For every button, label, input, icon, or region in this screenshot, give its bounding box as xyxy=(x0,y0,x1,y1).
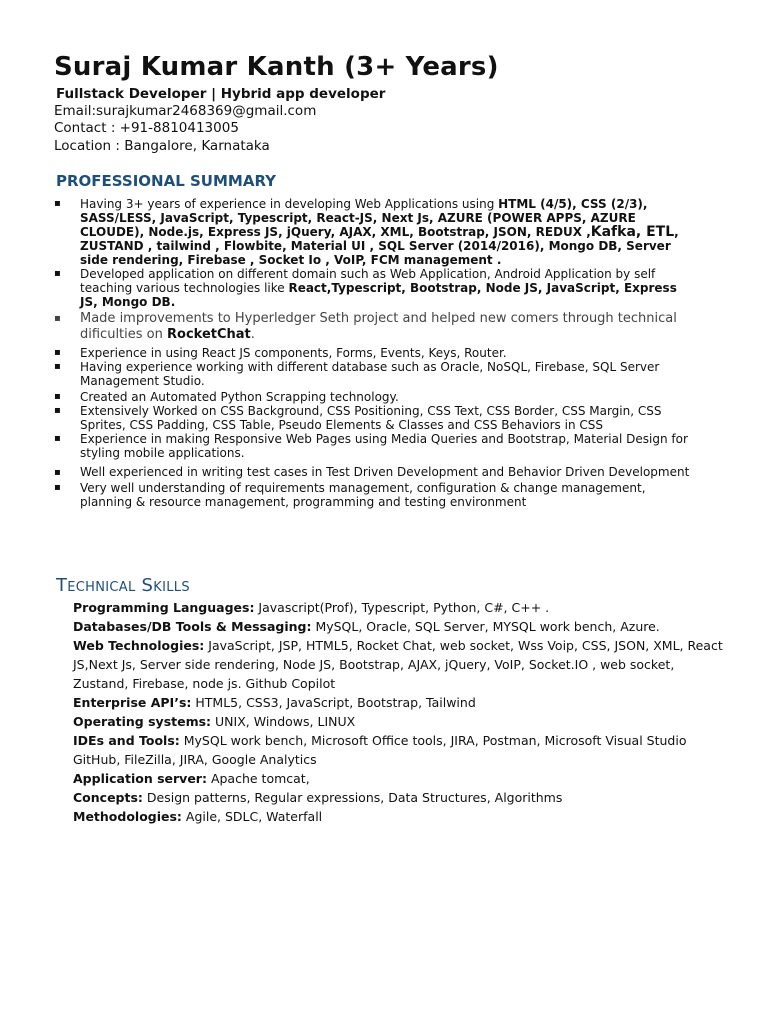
skills-value: UNIX, Windows, LINUX xyxy=(211,714,356,729)
summary-item-bold: RocketChat xyxy=(167,327,251,342)
summary-item: ▪ Very well understanding of requirements management, configuration & change management, planning & resource management, programming and testing environment xyxy=(54,481,694,509)
summary-item-bold-large: Kafka, ETL xyxy=(590,224,675,240)
skills-list xyxy=(73,598,723,826)
skills-label: Application server: xyxy=(73,771,207,786)
summary-item xyxy=(54,197,694,267)
summary-list xyxy=(54,197,694,509)
skills-row xyxy=(73,617,723,636)
location-line: Location : Bangalore, Karnataka xyxy=(54,138,270,154)
summary-item-text: Having 3+ years of experience in developing Web Applications using xyxy=(80,197,499,211)
skills-row xyxy=(73,731,723,769)
summary-item-bold: React,Typescript, Bootstrap, Node JS, JavaScript, Express JS, Mongo DB. xyxy=(80,281,677,309)
skills-label: Web Technologies: xyxy=(73,638,205,653)
summary-item: ▪ Well experienced in writing test cases in Test Driven Development and Behavior Driven Development xyxy=(54,464,694,481)
skills-label: Operating systems: xyxy=(73,714,212,729)
summary-heading: PROFESSIONAL SUMMARY xyxy=(56,172,277,190)
skills-heading: Technical Skills xyxy=(56,575,190,596)
skills-value: MySQL work bench, Microsoft Office tools, JIRA, Postman, Microsoft Visual Studio GitHub, FileZilla, JIRA, Google Analytics xyxy=(73,733,687,767)
skills-value: HTML5, CSS3, JavaScript, Bootstrap, Tailwind xyxy=(191,695,476,710)
summary-item-text: Made improvements to Hyperledger Seth project and helped new comers through technical dificulties on xyxy=(80,311,677,342)
skills-row xyxy=(73,693,723,712)
summary-item: ▪ Having experience working with different database such as Oracle, NoSQL, Firebase, SQL Server Management Studio. xyxy=(54,360,694,388)
summary-item xyxy=(54,267,694,309)
skills-label: IDEs and Tools: xyxy=(73,733,180,748)
summary-item-text: Developed application on different domain such as Web Application, Android Application by self teaching various technologies like xyxy=(80,267,656,295)
skills-row xyxy=(73,712,723,731)
skills-row xyxy=(73,598,723,617)
summary-item-text: . xyxy=(250,327,255,342)
skills-label: Databases/DB Tools & Messaging: xyxy=(73,619,312,634)
skills-row xyxy=(73,807,723,826)
skills-row xyxy=(73,769,723,788)
skills-label: Programming Languages: xyxy=(73,600,255,615)
skills-label: Enterprise API’s: xyxy=(73,695,192,710)
skills-row xyxy=(73,788,723,807)
job-subtitle: Fullstack Developer | Hybrid app developer xyxy=(56,86,386,102)
skills-value: Apache tomcat, xyxy=(206,771,310,786)
summary-item-bold: HTML (4/5), CSS (2/3), SASS/LESS, JavaScript, Typescript, React-JS, Next Js, AZURE (POWER APPS, AZURE CLOUDE), Node.js, Express JS, jQuery, AJAX, XML, Bootstrap, JSON, REDUX , xyxy=(80,197,648,239)
skills-row xyxy=(73,636,723,693)
summary-item xyxy=(54,311,694,343)
email-line: Email:surajkumar2468369@gmail.com xyxy=(54,103,317,119)
summary-item: ▪ Created an Automated Python Scrapping technology. xyxy=(54,390,694,404)
phone-line: Contact : +91-8810413005 xyxy=(54,120,239,136)
skills-value: Agile, SDLC, Waterfall xyxy=(181,809,323,824)
skills-value: JavaScript, JSP, HTML5, Rocket Chat, web socket, Wss Voip, CSS, JSON, XML, React JS,Next Js, Server side rendering, Node JS, Bootstrap, AJAX, jQuery, VoIP, Socket.IO , web socket, Zustand, Firebase, node js. Github Copilot xyxy=(73,638,723,691)
skills-label: Methodologies: xyxy=(73,809,182,824)
skills-value: Javascript(Prof), Typescript, Python, C#, C++ . xyxy=(254,600,550,615)
summary-item-bold: , ZUSTAND , tailwind , Flowbite, Material UI , SQL Server (2014/2016), Mongo DB, Server side rendering, Firebase , Socket Io , VoIP, FCM management . xyxy=(80,225,679,267)
skills-value: MySQL, Oracle, SQL Server, MYSQL work bench, Azure. xyxy=(311,619,660,634)
summary-item: ▪ Experience in using React JS components, Forms, Events, Keys, Router. xyxy=(54,346,694,360)
summary-item: ▪ Experience in making Responsive Web Pages using Media Queries and Bootstrap, Material Design for styling mobile applications. xyxy=(54,432,694,460)
summary-item: ▪ Extensively Worked on CSS Background, CSS Positioning, CSS Text, CSS Border, CSS Margin, CSS Sprites, CSS Padding, CSS Table, Pseudo Elements & Classes and CSS Behaviors in CSS xyxy=(54,404,694,432)
skills-label: Concepts: xyxy=(73,790,143,805)
skills-value: Design patterns, Regular expressions, Data Structures, Algorithms xyxy=(142,790,563,805)
candidate-name: Suraj Kumar Kanth (3+ Years) xyxy=(54,52,499,82)
